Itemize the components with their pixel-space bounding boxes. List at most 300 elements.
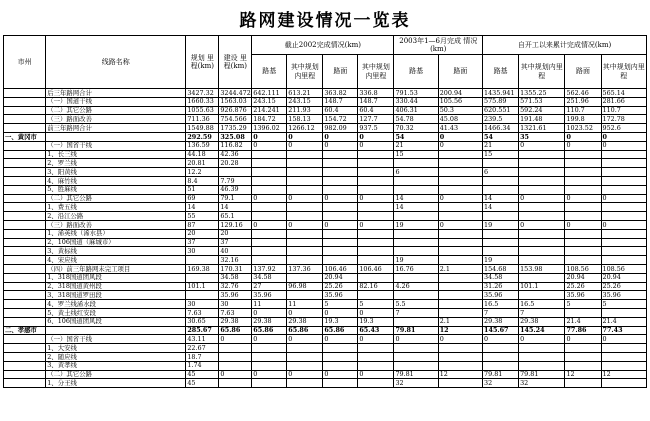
table-cell: 3427.32 [186,89,219,98]
header-sub: 路基 [394,55,438,89]
table-cell [519,273,565,282]
table-cell: 0 [438,194,482,203]
table-cell [4,300,46,309]
table-cell: 0 [287,194,323,203]
table-cell: 12 [438,326,482,335]
table-cell: 19.3 [358,317,394,326]
table-cell [565,185,601,194]
table-cell: 0 [252,220,287,229]
table-cell: 15 [483,150,519,159]
table-cell [4,89,46,98]
table-cell: 0 [287,308,323,317]
table-cell: 4、罗兰线浠水段 [46,300,186,309]
table-cell [358,159,394,168]
table-cell [358,238,394,247]
table-cell: （二）其它公路 [46,370,186,379]
table-cell [358,203,394,212]
table-row [4,300,647,309]
table-cell: 35 [519,132,565,141]
table-cell: 20.94 [323,273,358,282]
table-cell [4,238,46,247]
table-cell [519,176,565,185]
table-cell: 44.18 [186,150,219,159]
table-cell [483,159,519,168]
table-cell: 19 [394,256,438,265]
table-cell: 12 [565,370,601,379]
table-cell: 65.86 [252,326,287,335]
table-row [4,273,647,282]
header-sub: 路面 [323,55,358,89]
table-cell: 54 [483,132,519,141]
table-cell: 一、黄冈市 [4,132,46,141]
table-cell: （一）国省干线 [46,335,186,344]
table-cell: 214.241 [252,106,287,115]
table-cell: 926.876 [219,106,252,115]
table-cell [358,352,394,361]
table-cell: 6 [483,168,519,177]
header-sub: 路面 [438,55,482,89]
table-cell: 79.81 [519,370,565,379]
table-cell [565,229,601,238]
table-cell [323,229,358,238]
table-cell [4,115,46,124]
table-cell [323,150,358,159]
table-cell: 251.96 [565,97,601,106]
table-cell: 29.38 [287,317,323,326]
header-sub: 其中规划内里程 [287,55,323,89]
table-cell: 613.21 [287,89,323,98]
table-cell: 35.96 [483,291,519,300]
table-row [4,229,647,238]
table-cell: 20.81 [186,159,219,168]
table-cell [519,185,565,194]
table-cell [601,212,647,221]
table-cell: 77.43 [601,326,647,335]
table-cell: 21.4 [601,317,647,326]
table-cell: 2、随应线 [46,352,186,361]
table-cell [394,247,438,256]
table-cell [252,352,287,361]
table-cell: 19.3 [323,317,358,326]
header-sub: 路基 [252,55,287,89]
table-cell: 15 [394,150,438,159]
table-cell [358,291,394,300]
table-cell [565,168,601,177]
table-cell: 0 [323,141,358,150]
table-row [4,335,647,344]
table-cell [394,291,438,300]
table-cell [323,168,358,177]
table-cell [601,185,647,194]
table-cell [287,273,323,282]
table-cell: 1055.63 [186,106,219,115]
header-sub: 其中规划内里程 [519,55,565,89]
table-row [4,124,647,133]
table-cell: 77.86 [565,326,601,335]
table-cell [565,159,601,168]
table-cell: 153.98 [519,264,565,273]
table-cell [219,344,252,353]
table-cell: 0 [565,194,601,203]
table-cell [483,238,519,247]
table-cell [565,212,601,221]
table-cell: 0 [287,370,323,379]
table-cell: 0 [565,132,601,141]
table-cell [483,176,519,185]
table-cell: 30 [186,300,219,309]
table-row [4,203,647,212]
table-cell: 106.46 [358,264,394,273]
table-cell: 5 [358,300,394,309]
table-cell: 60.4 [358,106,394,115]
table-cell: 562.46 [565,89,601,98]
table-cell: 200.94 [438,89,482,98]
header-sub: 路基 [483,55,519,89]
table-cell: 0 [358,141,394,150]
table-cell: 642.111 [252,89,287,98]
table-cell: 0 [519,194,565,203]
table-cell [565,308,601,317]
table-cell: 110.7 [565,106,601,115]
table-cell: 前三年路网合计 [46,124,186,133]
table-cell: 30 [186,247,219,256]
table-cell [358,212,394,221]
table-cell: 7.63 [186,308,219,317]
table-cell: 285.67 [186,326,219,335]
table-cell: 754.566 [219,115,252,124]
table-cell [287,344,323,353]
table-cell: 0 [323,370,358,379]
table-cell [601,379,647,388]
table-cell: 2、沿江公路 [46,212,186,221]
table-cell [323,203,358,212]
table-cell: 336.8 [358,89,394,98]
table-cell [394,176,438,185]
table-cell [601,229,647,238]
table-cell: 1563.03 [219,97,252,106]
table-cell [438,352,482,361]
table-cell: 21 [483,141,519,150]
table-cell: 7.79 [219,176,252,185]
table-cell: 154.68 [483,264,519,273]
table-cell: 20.28 [219,159,252,168]
table-row [4,308,647,317]
table-cell [323,361,358,370]
table-cell: 29.38 [519,317,565,326]
table-cell: 3、阳黄线 [46,168,186,177]
table-cell [287,247,323,256]
table-cell [601,203,647,212]
table-cell: 1023.52 [565,124,601,133]
table-cell [186,291,219,300]
table-cell [4,282,46,291]
table-cell: 30.65 [186,317,219,326]
table-cell: 0 [565,335,601,344]
table-cell [601,247,647,256]
table-cell [358,361,394,370]
table-cell: 1321.61 [519,124,565,133]
table-cell: 34.58 [219,273,252,282]
table-cell: 7 [394,308,438,317]
table-cell: 4、麻竹线 [46,176,186,185]
table-cell [287,168,323,177]
table-cell [252,212,287,221]
table-cell: 281.66 [601,97,647,106]
table-cell: 65.1 [219,212,252,221]
table-cell: 二、孝感市 [4,326,46,335]
table-cell: 0 [565,141,601,150]
table-cell [438,300,482,309]
table-cell: 8.4 [186,176,219,185]
table-cell: 21.4 [565,317,601,326]
table-cell: 34.58 [252,273,287,282]
table-cell [287,379,323,388]
table-cell: 1、分王线 [46,379,186,388]
table-cell [4,150,46,159]
table-cell: 79.81 [394,326,438,335]
table-row [4,317,647,326]
table-cell: 32 [483,379,519,388]
table-cell: 211.93 [287,106,323,115]
table-cell [287,185,323,194]
table-cell: 46.39 [219,185,252,194]
table-cell: 27 [252,282,287,291]
table-row [4,115,647,124]
table-body [4,89,647,388]
table-cell: 1435.941 [483,89,519,98]
table-cell: 325.08 [219,132,252,141]
table-cell: 21 [394,141,438,150]
table-cell: 0 [519,220,565,229]
table-cell: 982.09 [323,124,358,133]
table-cell [438,273,482,282]
table-cell [323,256,358,265]
table-cell [287,150,323,159]
table-cell: 0 [358,220,394,229]
table-cell: 0 [252,132,287,141]
table-cell: 0 [601,335,647,344]
table-cell: 11 [252,300,287,309]
table-cell [601,361,647,370]
table-cell [519,168,565,177]
table-cell: 0 [565,220,601,229]
header-built: 建设 里程(km) [219,36,252,89]
table-cell: 1396.02 [252,124,287,133]
table-cell: 0 [519,335,565,344]
table-cell: 82.16 [358,282,394,291]
table-cell [565,176,601,185]
table-cell: 79.81 [394,370,438,379]
table-cell [4,273,46,282]
table-cell: 0 [219,370,252,379]
table-cell: 12 [438,370,482,379]
table-cell: 1、长三线 [46,150,186,159]
table-cell [358,168,394,177]
table-cell [252,159,287,168]
table-cell: 1、费五线 [46,203,186,212]
table-cell [252,168,287,177]
table-cell [219,379,252,388]
table-cell [323,185,358,194]
table-cell [519,361,565,370]
table-cell [219,168,252,177]
table-cell [519,291,565,300]
table-cell: 40 [219,247,252,256]
table-cell: 7 [519,308,565,317]
table-cell [438,247,482,256]
table-cell [565,352,601,361]
table-cell [601,238,647,247]
table-cell: 0 [252,308,287,317]
header-group-2003: 2003年1—6月完成 情况(km) [394,36,483,55]
table-cell: 148.7 [358,97,394,106]
table-cell [358,379,394,388]
table-cell: 137.36 [287,264,323,273]
table-cell: 20 [186,229,219,238]
table-cell: 148.7 [323,97,358,106]
table-cell [438,159,482,168]
table-cell [358,273,394,282]
table-cell [438,282,482,291]
table-cell: 4、宋应线 [46,256,186,265]
table-cell [565,361,601,370]
table-cell: 65.86 [287,326,323,335]
table-cell: 50.3 [438,106,482,115]
table-cell: 30 [219,300,252,309]
table-cell: （三）路面改善 [46,115,186,124]
table-cell [252,361,287,370]
header-city: 市州 [4,36,46,89]
table-row [4,264,647,273]
table-cell [287,291,323,300]
table-cell [323,238,358,247]
table-cell: 0 [287,220,323,229]
table-cell [252,229,287,238]
table-cell: 87 [186,220,219,229]
table-cell [519,203,565,212]
table-cell: （一）国省干线 [46,141,186,150]
header-group-2002: 截止2002完成情况(km) [252,36,394,55]
table-cell: 1660.33 [186,97,219,106]
table-cell [4,291,46,300]
table-cell: 35.96 [252,291,287,300]
table-cell [46,132,186,141]
table-cell [252,185,287,194]
table-row [4,361,647,370]
table-cell [358,344,394,353]
table-cell: 292.59 [186,132,219,141]
table-cell: 571.53 [519,97,565,106]
table-cell: 5、胜麻线 [46,185,186,194]
table-cell [483,247,519,256]
table-cell: 3、黄孝线 [46,361,186,370]
table-cell [519,352,565,361]
table-cell: 35.96 [323,291,358,300]
table-cell: 172.78 [601,115,647,124]
table-cell: 110.7 [601,106,647,115]
table-cell: 0 [601,141,647,150]
table-cell [394,212,438,221]
table-cell [438,308,482,317]
table-cell: 2.1 [438,317,482,326]
table-cell [519,344,565,353]
table-cell [4,194,46,203]
table-cell [394,159,438,168]
table-row [4,344,647,353]
table-cell: 0 [601,194,647,203]
table-cell: 5.5 [394,300,438,309]
table-cell: 592.24 [519,106,565,115]
table-cell [601,308,647,317]
table-row [4,141,647,150]
table-cell [519,256,565,265]
table-cell: 2、318国道黄州段 [46,282,186,291]
table-cell [358,176,394,185]
table-cell: 0 [287,335,323,344]
table-cell [4,124,46,133]
table-row [4,176,647,185]
table-cell: 575.89 [483,97,519,106]
table-cell: 37 [186,238,219,247]
table-row [4,352,647,361]
table-cell: 937.5 [358,124,394,133]
table-cell [358,185,394,194]
table-cell: 20.94 [601,273,647,282]
table-cell: 11 [287,300,323,309]
table-row [4,106,647,115]
table-row [4,159,647,168]
table-cell [219,352,252,361]
table-cell: 35.96 [601,291,647,300]
table-cell: 1.74 [186,361,219,370]
table-cell [519,159,565,168]
table-cell: 0 [438,220,482,229]
table-cell [323,344,358,353]
table-cell [438,238,482,247]
table-cell: （二）其它公路 [46,194,186,203]
table-cell [186,256,219,265]
table-cell: 32 [394,379,438,388]
table-cell: （三）路面改善 [46,220,186,229]
table-cell: 5 [323,300,358,309]
table-cell: 0 [601,132,647,141]
header-route: 线路名称 [46,36,186,89]
table-cell: 12.2 [186,168,219,177]
table-cell [601,344,647,353]
table-cell [519,229,565,238]
table-cell: 108.56 [565,264,601,273]
table-cell [565,150,601,159]
table-cell: 136.59 [186,141,219,150]
table-cell: （二）其它公路 [46,106,186,115]
table-cell: 25.26 [565,282,601,291]
table-cell: 101.1 [519,282,565,291]
table-row [4,212,647,221]
table-cell: 1、318国道团风段 [46,273,186,282]
table-cell: 145.67 [483,326,519,335]
table-cell: 22.67 [186,344,219,353]
table-cell: 191.48 [519,115,565,124]
table-cell [394,344,438,353]
table-cell: 0 [358,308,394,317]
table-cell [46,326,186,335]
table-cell: 0 [252,141,287,150]
table-row [4,326,647,335]
table-cell [4,344,46,353]
table-cell [438,344,482,353]
table-cell [565,247,601,256]
table-cell [4,352,46,361]
